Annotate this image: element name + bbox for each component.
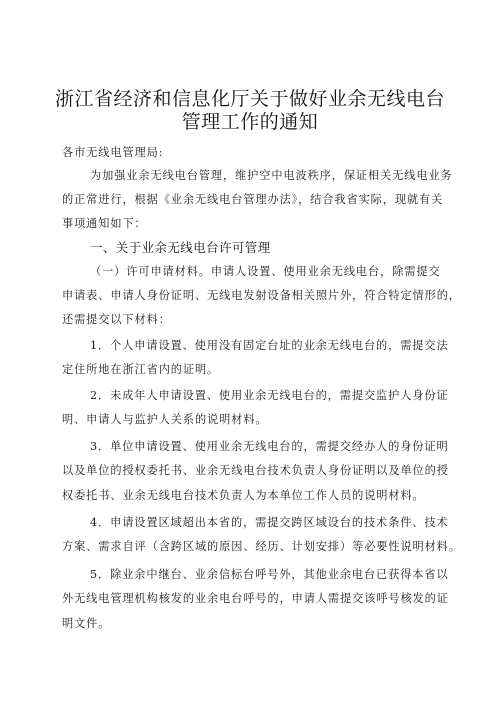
intro-paragraph-line: 的正常进行，根据《业余无线电台管理办法》，结合我省实际，现就有关 xyxy=(62,193,444,206)
list-item-line: 明文件。 xyxy=(62,617,111,630)
list-item-line: 4．申请设置区域超出本省的，需提交跨区域设台的技术条件、技术 xyxy=(90,516,449,529)
subsection-paragraph-line: 申请表、申请人身份证明、无线电发射设备相关照片外，符合特定情形的， xyxy=(62,289,461,302)
list-item-line: 5．除业余中继台、业余信标台呼号外，其他业余电台已获得本省以 xyxy=(90,568,449,581)
document-title-line-1: 浙江省经济和信息化厅关于做好业余无线电台 xyxy=(54,88,445,110)
list-item-line: 1．个人申请设置、使用没有固定台址的业余无线电台的，需提交法 xyxy=(90,339,449,352)
list-item-line: 3．单位申请设置、使用业余无线电台的，需提交经办人的身份证明 xyxy=(90,440,449,453)
intro-paragraph-line: 事项通知如下： xyxy=(62,217,147,230)
list-item-line: 外无线电管理机构核发的业余电台呼号的，申请人需提交该呼号核发的证 xyxy=(62,592,449,605)
subsection-paragraph-line: （一）许可申请材料。申请人设置、使用业余无线电台，除需提交 xyxy=(90,265,441,278)
list-item-line: 权委托书、业余无线电台技术负责人为本单位工作人员的说明材料。 xyxy=(62,489,425,502)
list-item-line: 2．未成年人申请设置、使用业余无线电台的，需提交监护人身份证 xyxy=(90,389,449,402)
section-heading: 一、关于业余无线电台许可管理 xyxy=(90,240,271,255)
salutation: 各市无线电管理局: xyxy=(62,146,164,159)
list-item-line: 定住所地在浙江省内的证明。 xyxy=(62,363,220,376)
document-title-line-2: 管理工作的通知 xyxy=(181,111,319,133)
list-item-line: 以及单位的授权委托书、业余无线电台技术负责人身份证明以及单位的授 xyxy=(62,464,449,477)
subsection-paragraph-line: 还需提交以下材料： xyxy=(62,313,171,326)
list-item-line: 明、申请人与监护人关系的说明材料。 xyxy=(62,413,268,426)
list-item-line: 方案、需求自评（含跨区域的原因、经历、计划安排）等必要性说明材料。 xyxy=(62,540,461,553)
intro-paragraph-line: 为加强业余无线电台管理，维护空中电波秩序，保证相关无线电业务 xyxy=(90,169,453,182)
